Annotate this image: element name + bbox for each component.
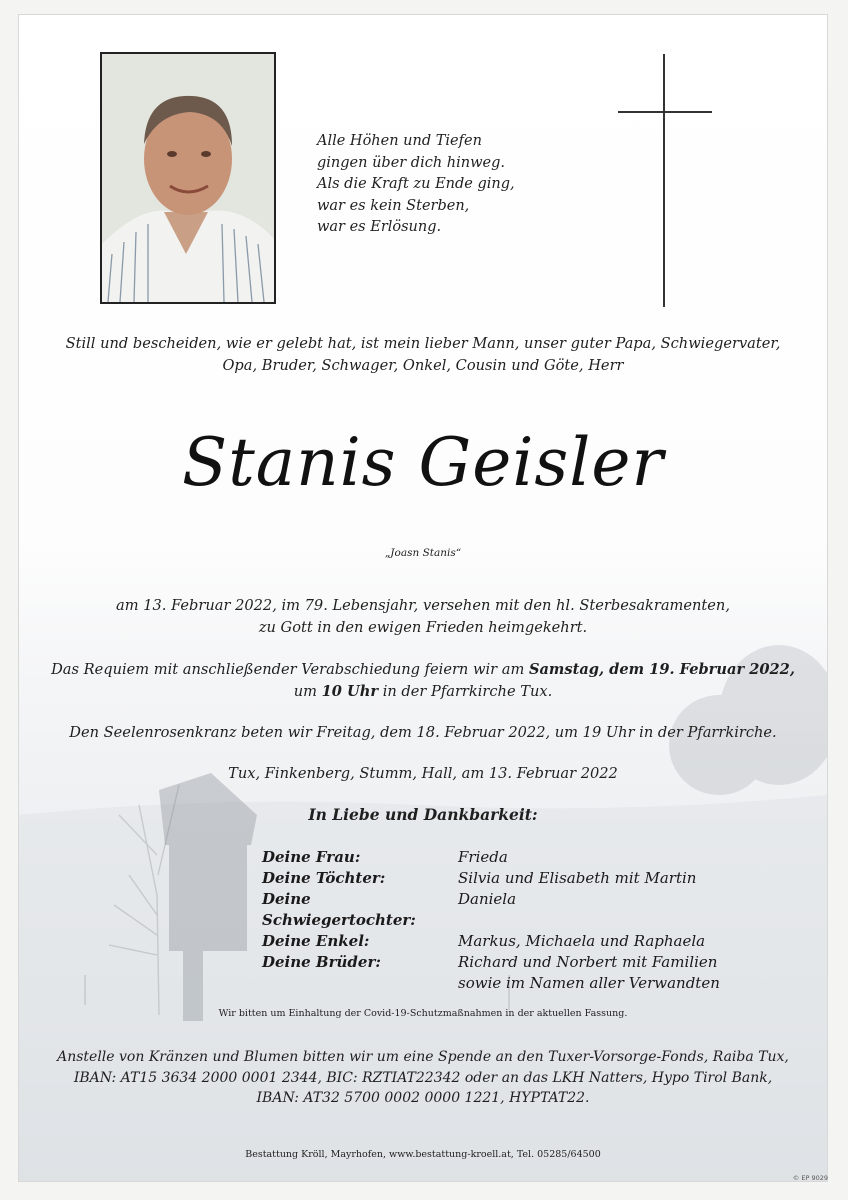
intro-text [19,333,827,377]
requiem-line-2 [19,681,827,703]
family-value: Frieda [458,848,508,866]
poem-line: Als die Kraft zu Ende ging, [317,176,515,192]
requiem-line-1 [19,659,827,681]
family-row [262,889,722,931]
donation-notice [19,1047,827,1109]
family-label: Deine Brüder: [262,953,381,971]
poem [317,131,577,239]
requiem-text: Das Requiem mit anschließender Verabschiedung feiern wir am [51,661,529,678]
poem-line: gingen über dich hinweg. [317,154,505,171]
family-value: Silvia und Elisabeth mit Martin [458,869,697,887]
covid-note: Wir bitten um Einhaltung der Covid-19-Schutzmaßnahmen in der aktuellen Fassung. [218,1008,628,1019]
obituary-sheet [18,14,828,1182]
portrait-photo [100,52,276,304]
donation-line: Anstelle von Kränzen und Blumen bitten wir um eine Spende an den Tuxer-Vorsorge-Fonds, Raiba Tux, [57,1049,789,1065]
family-list [262,847,722,994]
family-value: Daniela [458,890,517,908]
family-label: Deine Enkel: [262,932,370,950]
requiem-time: 10 Uhr [321,683,379,700]
death-line: am 13. Februar 2022, im 79. Lebensjahr, versehen mit den hl. Sterbesakramenten, [116,597,730,614]
family-row [262,868,722,889]
family-label: Deine Frau: [262,848,361,866]
place-date: Tux, Finkenberg, Stumm, Hall, am 13. Februar 2022 [228,765,618,782]
poem-line: war es kein Sterben, [317,197,470,214]
family-value: Markus, Michaela und Raphaela [458,932,706,950]
intro-line: Opa, Bruder, Schwager, Onkel, Cousin und Göte, Herr [222,357,624,374]
family-title: In Liebe und Dankbarkeit: [308,805,538,824]
funeral-home-footer: Bestattung Kröll, Mayrhofen, www.bestattung-kroell.at, Tel. 05285/64500 [245,1149,601,1160]
deceased-name: Stanis Geisler [181,424,665,501]
family-row [262,847,722,868]
family-value: sowie im Namen aller Verwandten [458,974,720,992]
donation-line: IBAN: AT15 3634 2000 0001 2344, BIC: RZTIAT22342 oder an das LKH Natters, Hypo Tirol Bank, [73,1069,773,1086]
cross-icon-bar [618,111,712,113]
family-value: Richard und Norbert mit Familien [458,953,718,971]
rosary-notice: Den Seelenrosenkranz beten wir Freitag, dem 18. Februar 2022, um 19 Uhr in der Pfarrkirche. [69,724,777,741]
family-label: Deine Töchter: [262,869,386,887]
document-code: © EP 9029 [792,1174,828,1182]
requiem-place: in der Pfarrkirche Tux. [378,683,553,700]
poem-line: war es Erlösung. [317,219,442,235]
family-row [262,931,722,952]
family-label: Deine Schwiegertochter: [262,890,416,929]
intro-line: Still und bescheiden, wie er gelebt hat, ist mein lieber Mann, unser guter Papa, Schwiegervater, [65,335,781,352]
requiem-date: Samstag, dem 19. Februar 2022, [528,661,795,678]
family-row [262,973,722,994]
requiem-notice [19,659,827,703]
requiem-text: um [293,683,322,700]
family-label [262,973,458,994]
poem-line: Alle Höhen und Tiefen [317,133,482,149]
death-notice [19,595,827,639]
death-line: zu Gott in den ewigen Frieden heimgekehrt. [258,619,588,636]
deceased-nickname: „Joasn Stanis“ [384,547,462,559]
cross-icon [663,54,665,307]
family-row [262,952,722,973]
donation-line: IBAN: AT32 5700 0002 0000 1221, HYPTAT22. [256,1090,590,1106]
